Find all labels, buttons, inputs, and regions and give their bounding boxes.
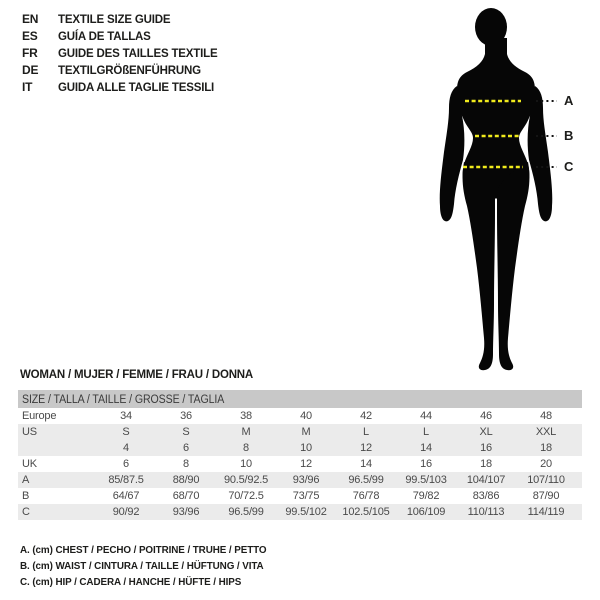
measure-label-b: B: [564, 128, 574, 143]
size-cell: M: [241, 426, 251, 438]
legend-waist: B. (cm) WAIST / CINTURA / TAILLE / HÜFTUNG / VITA: [20, 560, 264, 572]
legend-chest: A. (cm) CHEST / PECHO / POITRINE / TRUHE / PETTO: [20, 544, 267, 556]
size-cell: 46: [480, 410, 492, 422]
language-code: ES: [22, 28, 38, 43]
row-label: US: [22, 426, 37, 438]
language-row-it: [22, 78, 224, 95]
size-cell: 110/113: [467, 506, 505, 518]
size-table: [18, 390, 582, 520]
language-row-en: [22, 10, 224, 27]
language-title: GUÍA DE TALLAS: [58, 28, 151, 43]
size-cell: 73/75: [292, 490, 320, 502]
size-cell: 18: [480, 458, 492, 470]
size-cell: 76/78: [352, 490, 380, 502]
language-row-es: [22, 27, 224, 44]
size-cell: 6: [183, 442, 189, 454]
size-cell: 83/86: [472, 490, 500, 502]
size-cell: 36: [180, 410, 192, 422]
size-cell: 14: [360, 458, 372, 470]
size-cell: 48: [540, 410, 552, 422]
language-title: GUIDE DES TAILLES TEXTILE: [58, 45, 218, 60]
table-row: [18, 472, 582, 488]
size-cell: 93/96: [292, 474, 320, 486]
language-code: DE: [22, 62, 39, 77]
size-cell: 85/87.5: [108, 474, 144, 486]
size-cell: 93/96: [172, 506, 200, 518]
size-cell: 4: [123, 442, 129, 454]
size-cell: 70/72.5: [228, 490, 264, 502]
size-cell: 44: [420, 410, 432, 422]
size-cell: L: [363, 426, 369, 438]
size-cell: 42: [360, 410, 372, 422]
table-row: [18, 424, 582, 440]
size-cell: 40: [300, 410, 312, 422]
size-cell: 88/90: [172, 474, 200, 486]
row-label: UK: [22, 458, 37, 470]
table-row: [18, 408, 582, 424]
size-cell: 90/92: [112, 506, 140, 518]
size-cell: 87/90: [532, 490, 560, 502]
size-table-header: [18, 390, 582, 408]
language-code: EN: [22, 11, 39, 26]
measure-label-a: A: [564, 93, 574, 108]
size-cell: 12: [300, 458, 312, 470]
size-cell: L: [423, 426, 429, 438]
row-label: [18, 440, 96, 456]
size-cell: 114/119: [527, 506, 565, 518]
size-cell: 96.5/99: [228, 506, 264, 518]
size-cell: S: [182, 426, 190, 438]
size-cell: M: [301, 426, 311, 438]
size-cell: 99.5/103: [405, 474, 447, 486]
size-cell: 102.5/105: [342, 506, 390, 518]
legend-hip: C. (cm) HIP / CADERA / HANCHE / HÜFTE / HIPS: [20, 576, 242, 588]
size-cell: 79/82: [412, 490, 440, 502]
size-cell: 14: [420, 442, 432, 454]
size-cell: XXL: [535, 426, 557, 438]
language-title-block: [22, 10, 224, 95]
size-cell: 10: [300, 442, 312, 454]
language-row-de: [22, 61, 224, 78]
table-row: [18, 456, 582, 472]
size-cell: 90.5/92.5: [223, 474, 269, 486]
row-label: Europe: [22, 410, 57, 422]
size-cell: 38: [240, 410, 252, 422]
measurement-legend: [20, 542, 282, 590]
section-title: WOMAN / MUJER / FEMME / FRAU / DONNA: [20, 369, 254, 381]
size-cell: 107/110: [527, 474, 565, 486]
language-row-fr: [22, 44, 224, 61]
size-cell: 8: [183, 458, 189, 470]
size-cell: 16: [480, 442, 492, 454]
language-title: GUIDA ALLE TAGLIE TESSILI: [58, 79, 215, 94]
table-row: [18, 504, 582, 520]
size-cell: 10: [240, 458, 252, 470]
size-cell: 68/70: [172, 490, 200, 502]
size-cell: XL: [479, 426, 493, 438]
language-code: IT: [22, 79, 33, 94]
language-title: TEXTILGRÖßENFÜHRUNG: [58, 62, 201, 77]
language-code: FR: [22, 45, 38, 60]
size-cell: 104/107: [466, 474, 506, 486]
size-table-header-label: SIZE / TALLA / TAILLE / GRÖSSE / TAGLIA: [22, 394, 225, 406]
size-cell: 12: [360, 442, 372, 454]
size-cell: 96.5/99: [348, 474, 384, 486]
size-cell: S: [122, 426, 130, 438]
size-cell: 99.5/102: [285, 506, 327, 518]
size-cell: 16: [420, 458, 432, 470]
size-cell: 20: [540, 458, 552, 470]
woman-silhouette-icon: [440, 8, 553, 370]
row-label: C: [22, 506, 30, 518]
size-cell: 8: [243, 442, 249, 454]
size-cell: 6: [123, 458, 129, 470]
size-cell: 34: [120, 410, 132, 422]
table-row: [18, 440, 582, 456]
language-title: TEXTILE SIZE GUIDE: [58, 11, 171, 26]
row-label: A: [22, 474, 30, 486]
size-cell: 106/109: [406, 506, 446, 518]
table-row: [18, 488, 582, 504]
row-label: B: [22, 490, 30, 502]
measurement-figure: [393, 4, 600, 376]
size-cell: 18: [540, 442, 552, 454]
size-table-rows: [18, 408, 582, 520]
measure-label-c: C: [564, 159, 574, 174]
size-cell: 64/67: [112, 490, 140, 502]
